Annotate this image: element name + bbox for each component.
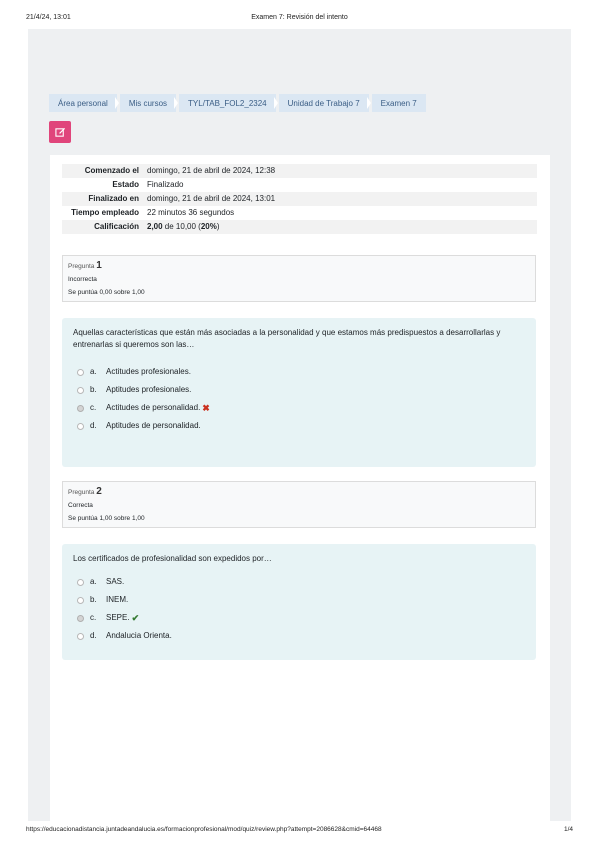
answer-letter: d. bbox=[90, 631, 97, 640]
print-url: https://educacionadistancia.juntadeandalucia.es/formacionprofesional/mod/quiz/review.php?attempt=2086628&cmid=64468 bbox=[26, 826, 382, 833]
question-number-value: 1 bbox=[96, 260, 102, 271]
summary-row bbox=[62, 178, 537, 192]
grade-max: de 10,00 ( bbox=[162, 222, 201, 231]
question-grade: Se puntúa 1,00 sobre 1,00 bbox=[68, 515, 145, 522]
radio-button[interactable] bbox=[77, 369, 84, 376]
breadcrumb-item-unit[interactable] bbox=[279, 94, 369, 112]
question-content bbox=[62, 318, 536, 467]
breadcrumb bbox=[49, 94, 429, 112]
answer-text: Actitudes profesionales. bbox=[106, 367, 191, 376]
answer-option[interactable] bbox=[73, 609, 525, 627]
print-page-number: 1/4 bbox=[563, 826, 573, 833]
summary-label: Comenzado el bbox=[62, 164, 143, 178]
answer-option[interactable] bbox=[73, 627, 525, 645]
summary-value: domingo, 21 de abril de 2024, 13:01 bbox=[143, 192, 537, 206]
radio-button[interactable] bbox=[77, 387, 84, 394]
answer-option[interactable] bbox=[73, 363, 525, 381]
radio-button[interactable] bbox=[77, 597, 84, 604]
question-state: Correcta bbox=[68, 502, 93, 509]
edit-icon bbox=[55, 127, 66, 138]
answer-option[interactable] bbox=[73, 399, 525, 417]
answer-text: Aptitudes de personalidad. bbox=[106, 421, 201, 430]
summary-value: 22 minutos 36 segundos bbox=[147, 208, 235, 217]
summary-label: Calificación bbox=[62, 220, 143, 234]
question-number bbox=[68, 486, 530, 497]
question-text: Aquellas características que están más asociadas a la personalidad y que estamos más predispuestos a desarrollarlas y entrenarlas si queremos son las… bbox=[73, 328, 501, 349]
answer-letter: a. bbox=[90, 577, 97, 586]
breadcrumb-label: TYL/TAB_FOL2_2324 bbox=[188, 98, 267, 108]
breadcrumb-label: Examen 7 bbox=[380, 98, 417, 108]
print-footer bbox=[26, 826, 573, 836]
answer-letter: a. bbox=[90, 367, 97, 376]
summary-row bbox=[62, 192, 537, 206]
breadcrumb-label: Área personal bbox=[58, 98, 108, 108]
grade-percent: 20% bbox=[200, 222, 217, 231]
answer-option[interactable] bbox=[73, 591, 525, 609]
answer-text: Andalucia Orienta. bbox=[106, 631, 172, 640]
summary-row bbox=[62, 220, 537, 234]
question-content bbox=[62, 544, 536, 660]
question-info bbox=[62, 255, 536, 302]
question-label: Pregunta bbox=[68, 489, 95, 496]
question-info bbox=[62, 481, 536, 528]
answer-letter: d. bbox=[90, 421, 97, 430]
question-label: Pregunta bbox=[68, 263, 95, 270]
breadcrumb-item-course[interactable] bbox=[179, 94, 276, 112]
question-state: Incorrecta bbox=[68, 276, 97, 283]
breadcrumb-item-mis-cursos[interactable] bbox=[120, 94, 176, 112]
radio-button[interactable] bbox=[77, 423, 84, 430]
radio-button-selected[interactable] bbox=[77, 615, 84, 622]
attempt-summary-table bbox=[62, 164, 537, 234]
answer-text: SAS. bbox=[106, 577, 125, 586]
question-grade: Se puntúa 0,00 sobre 1,00 bbox=[68, 289, 145, 296]
summary-label: Finalizado en bbox=[62, 192, 143, 206]
summary-label: Estado bbox=[112, 180, 139, 189]
radio-button[interactable] bbox=[77, 633, 84, 640]
answer-text: Actitudes de personalidad. bbox=[106, 403, 201, 412]
question-text: Los certificados de profesionalidad son expedidos por… bbox=[73, 554, 272, 563]
answer-letter: b. bbox=[90, 595, 97, 604]
breadcrumb-label: Unidad de Trabajo 7 bbox=[287, 98, 360, 108]
breadcrumb-label: Mis cursos bbox=[128, 98, 168, 108]
answer-option[interactable] bbox=[73, 573, 525, 591]
grade-score: 2,00 bbox=[147, 222, 163, 231]
answer-text: SEPE. bbox=[106, 613, 130, 622]
print-header bbox=[26, 14, 573, 24]
question-number bbox=[68, 260, 530, 271]
answer-letter: c. bbox=[90, 613, 97, 622]
summary-row bbox=[62, 164, 537, 178]
incorrect-icon: ✖ bbox=[202, 403, 210, 413]
summary-value bbox=[143, 220, 537, 234]
breadcrumb-item-exam[interactable] bbox=[372, 94, 426, 112]
radio-button-selected[interactable] bbox=[77, 405, 84, 412]
answer-option[interactable] bbox=[73, 381, 525, 399]
grade-close: ) bbox=[216, 222, 220, 231]
summary-value: domingo, 21 de abril de 2024, 12:38 bbox=[143, 164, 537, 178]
answer-letter: c. bbox=[90, 403, 97, 412]
answer-text: Aptitudes profesionales. bbox=[106, 385, 192, 394]
breadcrumb-item-area-personal[interactable] bbox=[49, 94, 117, 112]
answer-text: INEM. bbox=[106, 595, 129, 604]
answer-letter: b. bbox=[90, 385, 97, 394]
answer-option[interactable] bbox=[73, 417, 525, 435]
radio-button[interactable] bbox=[77, 579, 84, 586]
summary-row bbox=[62, 206, 537, 220]
correct-icon: ✔ bbox=[131, 613, 140, 623]
question-number-value: 2 bbox=[96, 486, 102, 497]
print-date: 21/4/24, 13:01 bbox=[26, 14, 71, 21]
summary-label: Tiempo empleado bbox=[71, 208, 139, 217]
summary-value: Finalizado bbox=[147, 180, 184, 189]
print-title: Examen 7: Revisión del intento bbox=[251, 14, 348, 21]
edit-button[interactable] bbox=[49, 121, 71, 143]
